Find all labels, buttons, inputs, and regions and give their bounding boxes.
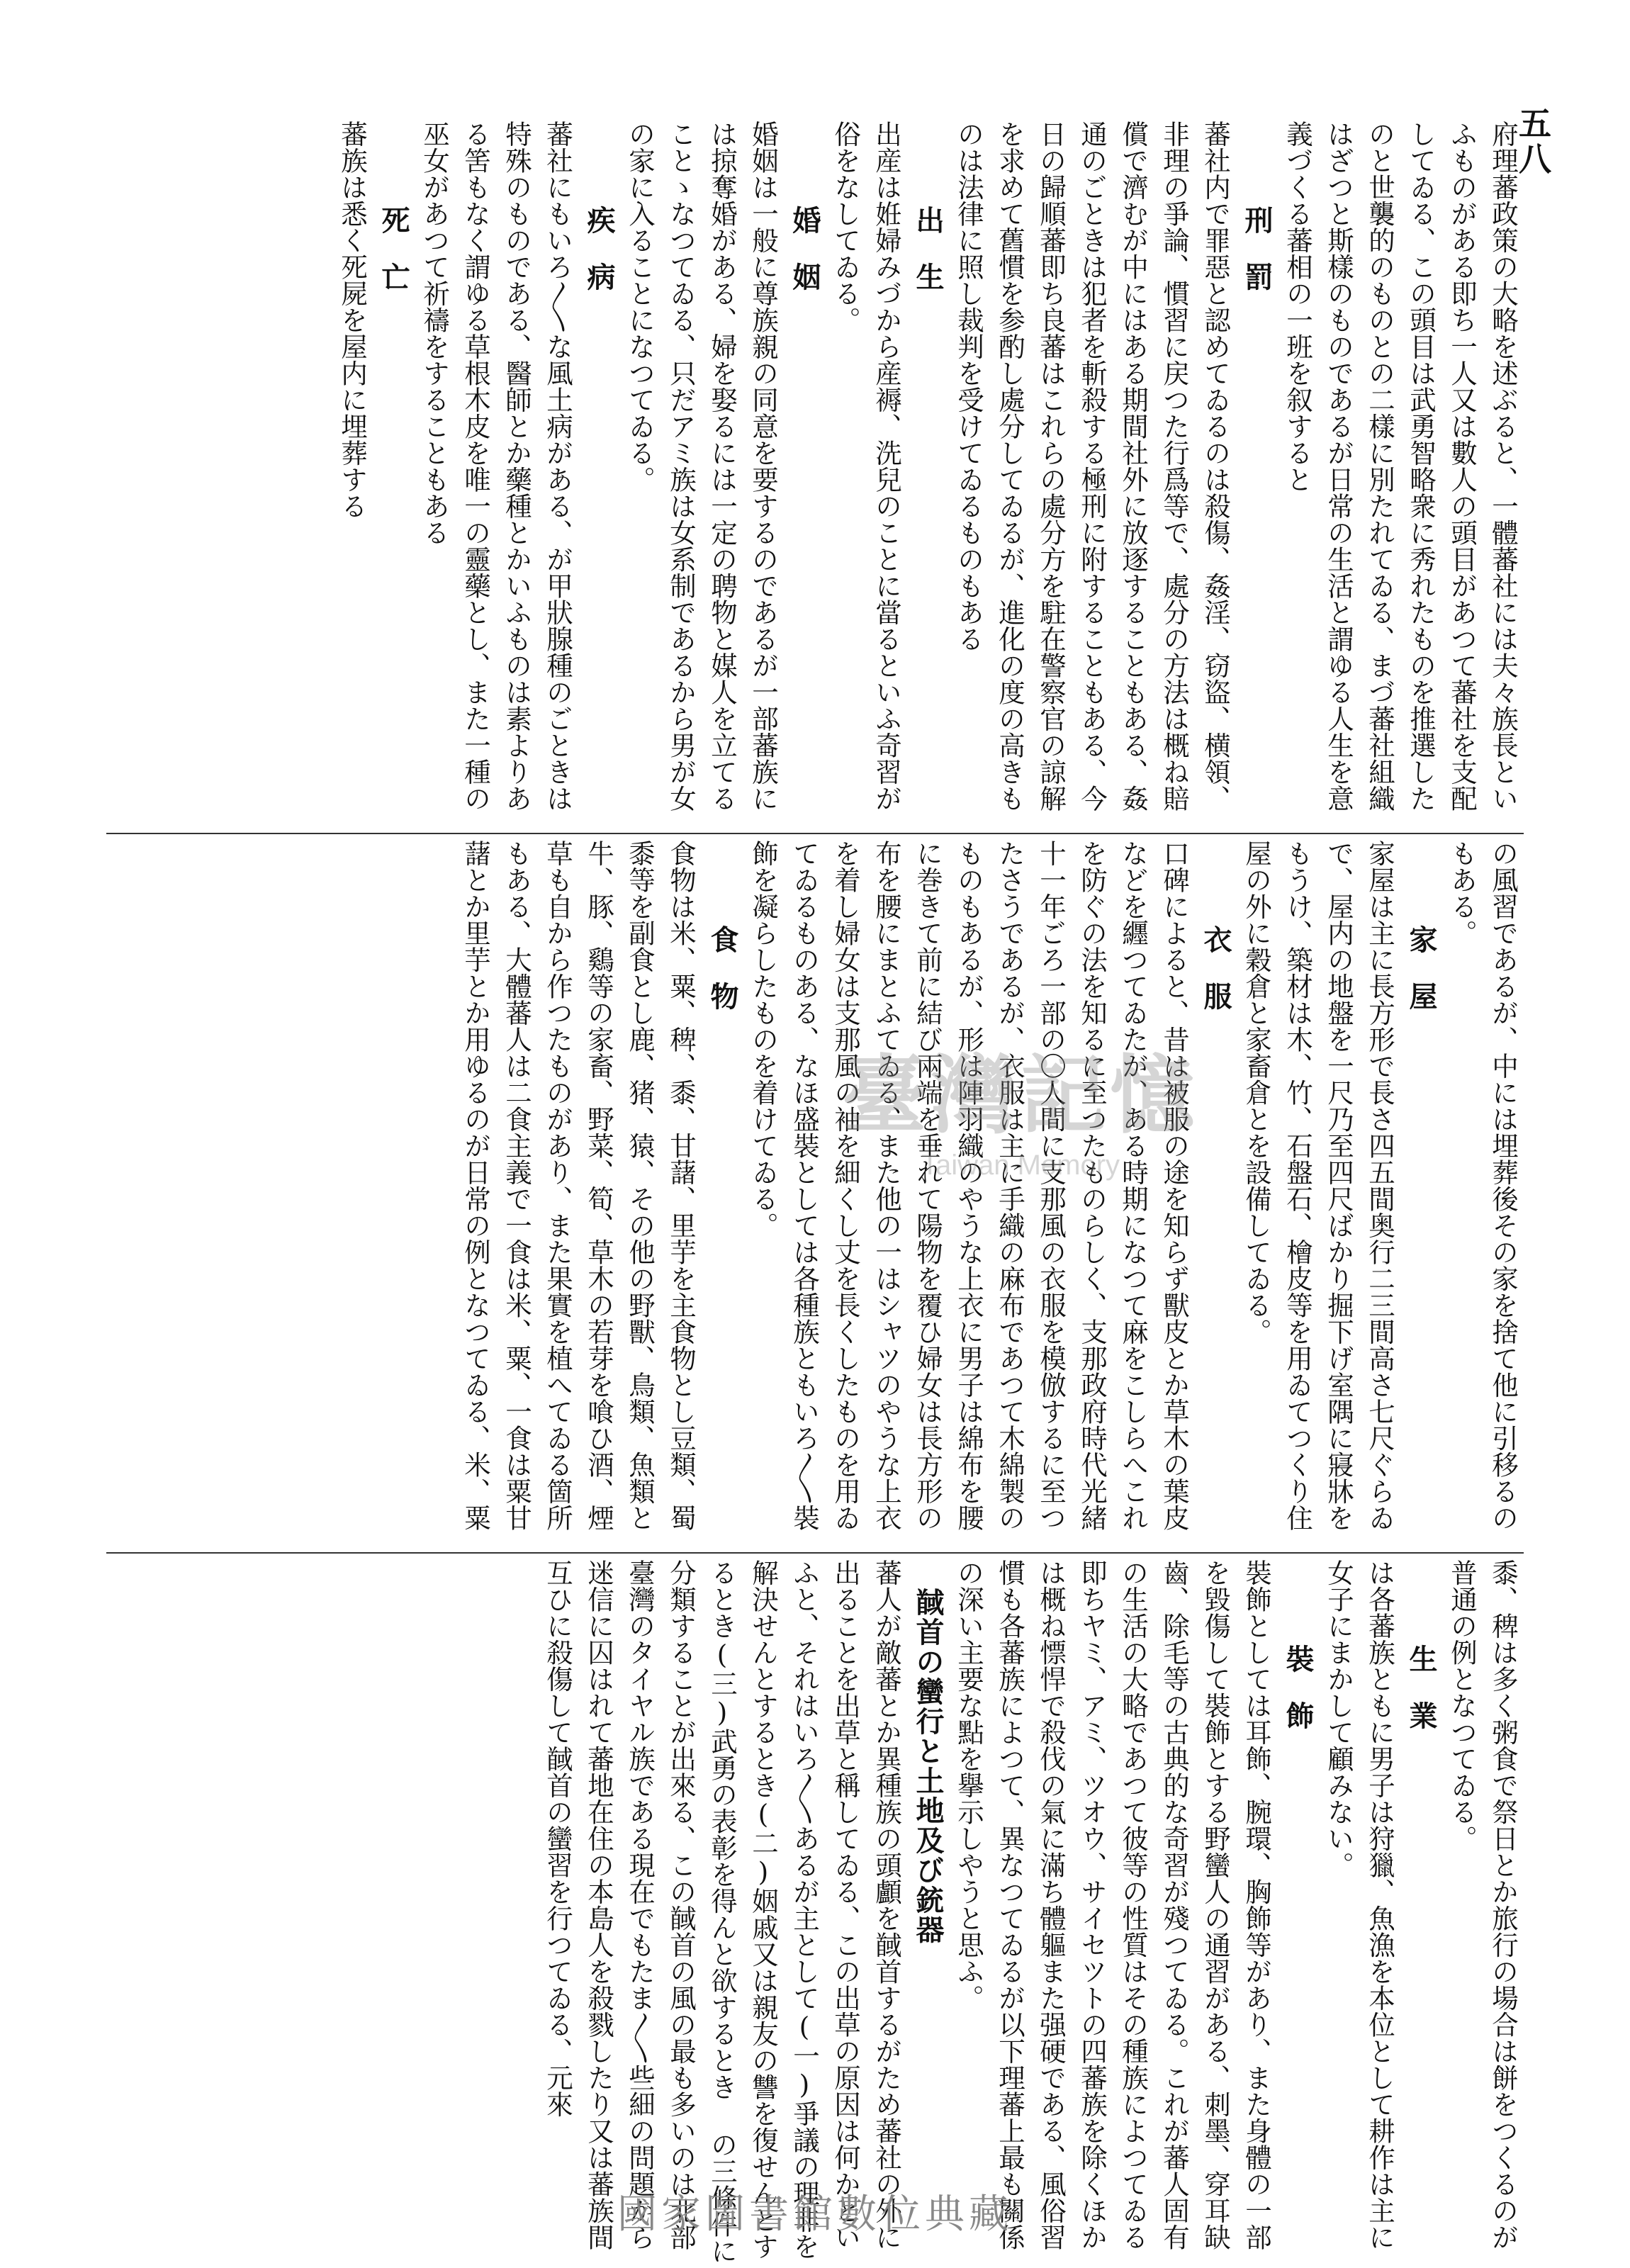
tier-middle [106, 840, 1524, 1549]
body-paragraph: は各蕃族ともに男子は狩獵、魚漁を本位として耕作は主に女子にまかして顧みない。 [1323, 1559, 1395, 2250]
section-heading: 食物 [706, 925, 739, 1038]
chapter-heading: 馘首の蠻行と土地及び銃器 [911, 1588, 945, 1945]
body-paragraph: 口碑によると、昔は被服の途を知らず獸皮とか草木の葉皮などを纒つてゐたが、ある時期になつて麻をこしらへこれを防ぐの法を知るに至つたものらしく、支那政府時代光緒十一年ごろ一部の〇人間に支那風の衣服を模倣するに至つたさうであるが、衣服は主に手織の麻布であつて木綿製のものもあるが、形は陣羽織のやうな上衣に男子は綿布を腰に巻きて前に結び兩端を垂れて陽物を覆ひ婦女は長方形の布を腰にまとふてゐる、また他の一はシャツのやうな上衣を着し婦女は支那風の袖を細くし丈を長くしたものを用ゐてゐるものある、なほ盛裝としては各種族ともいろ〳〵裝飾を凝らしたものを着けてゐる。 [748, 840, 1190, 1531]
section-heading: 出生 [911, 206, 945, 319]
body-paragraph: 蕃社にもいろ〳〵な風土病がある、が甲狀腺種のごときは特殊のものである、醫師とか藥種とかいふものは素よりある筈もなく謂ゆる草根木皮を唯一の靈藥とし、また一種の巫女があつて祈禱をすることもある [419, 120, 573, 812]
section-heading: 婚姻 [788, 206, 821, 319]
body-paragraph: 食物は米、粟、稗、黍、甘藷、里芋を主食物とし豆類、蜀黍等を副食とし鹿、猪、猿、その他の野獸、鳥類、魚類と牛、豚、鷄等の家畜、野菜、筍、草木の若芽を喰ひ酒、煙草も自から作つたものがあり、また果實を植へてゐる箇所もある、大體蕃人は二食主義で一食は米、粟、一食は粟甘藷とか里芋とか用ゆるのが日常の例となつてゐる、米、粟 [460, 840, 697, 1531]
tier-divider [106, 1552, 1524, 1554]
body-paragraph: 府理蕃政策の大略を述ぶると、一體蕃社には夫々族長といふものがある即ち一人又は數人の頭目があつて蕃社を支配してゐる、この頭目は武勇智略衆に秀れたものを推選したのと世襲的のものとの二樣に別たれてゐる、まづ蕃社組織はざつと斯樣のものであるが日常の生活と謂ゆる人生を意義づくる蕃相の一班を叙すると [1282, 120, 1519, 812]
body-paragraph: 蕃社内で罪惡と認めてゐるのは殺傷、姦淫、窃盜、横領、非理の爭論、慣習に戻つた行爲等で、處分の方法は概ね賠償で濟むが中にはある期間社外に放逐することもある、姦通のごときは犯者を斬殺する極刑に附することもある、今日の歸順蕃即ち良蕃はこれらの處分方を駐在警察官の諒解を求めて舊慣を参酌し處分してゐるが、進化の度の高きものは法律に照し裁判を受けてゐるものもある [953, 120, 1231, 812]
body-paragraph: 蕃人が敵蕃とか異種族の頭顱を馘首するがため蕃社の外に出ることを出草と稱してゐる、この出草の原因は何かといふと、それはいろ〳〵あるが主として(一)爭議の理非を解決せんとするとき(二)姻戚又は親友の讐を復せんとするとき(三)武勇の表彰を得んと欲するとき の三條件に分類することが出來る、この馘首の風の最も多いのは北部臺灣のタイヤル族である現在でもたま〳〵些細の問題から迷信に囚はれて蕃地在住の本島人を殺戮したり又は蕃族間互ひに殺傷して馘首の蠻習を行つてゐる、元來 [542, 1559, 902, 2264]
body-paragraph: 蕃族は悉く死屍を屋内に埋葬する [337, 120, 368, 520]
body-paragraph: 裝飾としては耳飾、腕環、胸飾等があり、また身體の一部を毀傷して裝飾とする野蠻人の通習がある、刺墨、穿耳缺齒、除毛等の古典的な奇習が殘つてゐる。これが蕃人固有の生活の大略であつて彼等の性質はその種族によつてゐる即ちヤミ、アミ、ツオウ、サイセツトの四蕃族を除くほかは概ね慓悍で殺伐の氣に滿ち體軀また强硬である、風俗習慣も各蕃族によつて、異なつてゐるが以下理蕃上最も關係の深い主要な點を擧示しやうと思ふ。 [953, 1559, 1272, 2250]
section-heading: 刑罰 [1240, 206, 1274, 319]
section-heading: 生業 [1405, 1644, 1438, 1758]
tier-bottom [106, 1559, 1524, 2268]
watermark-logo-text: 臺灣記憶 [842, 1045, 1199, 1145]
section-heading: 衣服 [1199, 925, 1232, 1038]
body-paragraph: 婚姻は一般に尊族親の同意を要するのであるが一部蕃族には掠奪婚がある、婦を娶るには一定の聘物と媒人を立てることゝなつてゐる、只だアミ族は女系制であるから男が女の家に入ることになつてゐる。 [624, 120, 779, 812]
section-heading: 裝飾 [1281, 1644, 1315, 1758]
body-paragraph: 家屋は主に長方形で長さ四五間奥行二三間高さ七尺ぐらゐで、屋内の地盤を一尺乃至四尺ばかり掘下げ室隅に寢牀をもうけ、築材は木、竹、石盤石、檜皮等を用ゐてつくり住屋の外に穀倉と家畜倉とを設備してゐる。 [1241, 840, 1395, 1531]
page-number: 五八 [1514, 106, 1552, 177]
watermark-logo [836, 1028, 1205, 1181]
footer-credit: 國家圖書館數位典藏 [617, 2191, 1013, 2238]
tier-top [106, 120, 1524, 829]
body-paragraph: の風習であるが、中には埋葬後その家を捨て他に引移るのもある。 [1446, 840, 1519, 1531]
section-heading: 疾病 [583, 206, 616, 319]
body-paragraph: 出産は姙婦みづから産褥、洗兒のことに當るといふ奇習が俗をなしてゐる。 [830, 120, 902, 812]
body-paragraph: 黍、稗は多く粥食で祭日とか旅行の場合は餅をつくるのが普通の例となつてゐる。 [1446, 1559, 1519, 2250]
section-heading: 家屋 [1405, 925, 1438, 1038]
tier-divider [106, 833, 1524, 834]
section-heading: 死亡 [377, 206, 410, 319]
watermark-subtitle: Taiwan Memory [921, 1150, 1120, 1181]
